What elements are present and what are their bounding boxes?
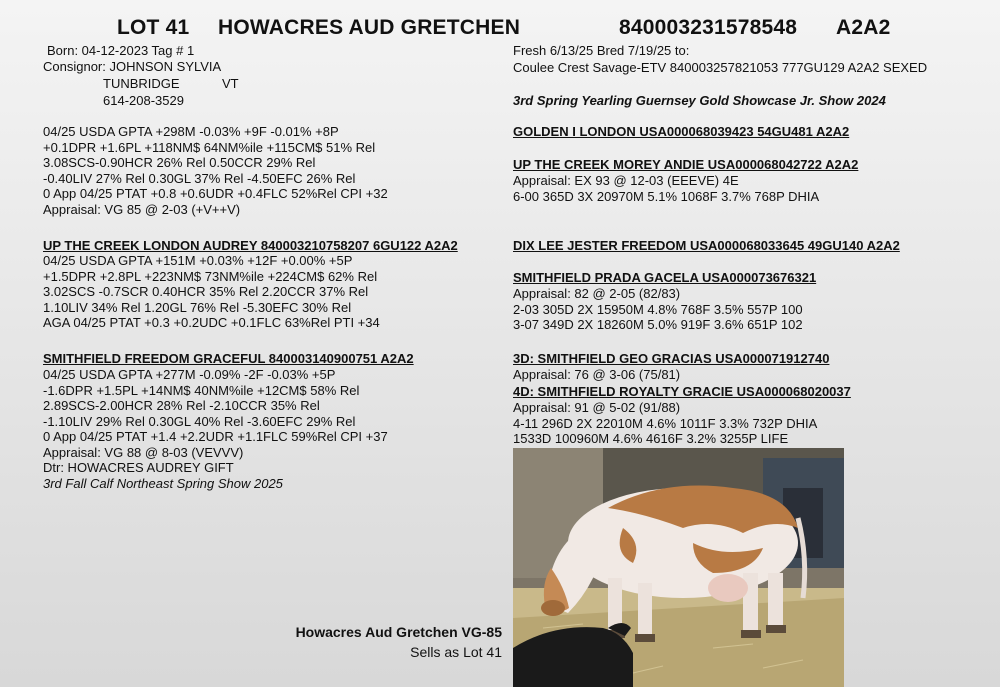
fresh-bred-line: Fresh 6/13/25 Bred 7/19/25 to: bbox=[513, 43, 690, 58]
bred-to-sire: Coulee Crest Savage-ETV 840003257821053 777GU129 A2A2 SEXED bbox=[513, 60, 928, 75]
mggd-header: SMITHFIELD PRADA GACELA USA000073676321 bbox=[513, 270, 817, 285]
mggs-header: DIX LEE JESTER FREEDOM USA000068033645 49GU140 A2A2 bbox=[513, 238, 900, 253]
third-dam-header: 3D: SMITHFIELD GEO GRACIAS USA000071912740 bbox=[513, 351, 830, 366]
granddam-show: 3rd Fall Calf Northeast Spring Show 2025 bbox=[43, 475, 283, 491]
stat-line: -0.40LIV 27% Rel 0.30GL 37% Rel -4.50EFC 26% Rel bbox=[43, 170, 356, 186]
stat-line: 1.10LIV 34% Rel 1.20GL 76% Rel -5.30EFC 30% Rel bbox=[43, 299, 352, 315]
stat-line: 0 App 04/25 PTAT +0.8 +0.6UDR +0.4FLC 52%Rel CPI +32 bbox=[43, 186, 388, 201]
stat-line: 1533D 100960M 4.6% 4616F 3.2% 3255P LIFE bbox=[513, 431, 789, 446]
stat-line: 04/25 USDA GPTA +151M +0.03% +12F +0.00% +5P bbox=[43, 253, 353, 268]
stat-line: Appraisal: 82 @ 2-05 (82/83) bbox=[513, 286, 681, 301]
genomic-stats bbox=[43, 124, 388, 217]
stat-line: 6-00 365D 3X 20970M 5.1% 1068F 3.7% 768P DHIA bbox=[513, 188, 820, 204]
fourth-dam-stats bbox=[513, 400, 817, 447]
consignor-state: VT bbox=[222, 76, 239, 91]
stat-line: 2.89SCS-2.00HCR 28% Rel -2.10CCR 35% Rel bbox=[43, 398, 320, 413]
consignor-town: TUNBRIDGE bbox=[103, 76, 180, 91]
photo-caption-sells: Sells as Lot 41 bbox=[410, 644, 502, 660]
dam-stats bbox=[43, 253, 380, 331]
stat-line: 4-11 296D 2X 22010M 4.6% 1011F 3.3% 732P DHIA bbox=[513, 415, 818, 431]
a2-status: A2A2 bbox=[836, 16, 891, 39]
stat-line: Appraisal: EX 93 @ 12-03 (EEEVE) 4E bbox=[513, 173, 739, 188]
cow-photo bbox=[513, 448, 844, 687]
consignor-phone: 614-208-3529 bbox=[103, 93, 184, 108]
stat-line: 04/25 USDA GPTA +298M -0.03% +9F -0.01% +8P bbox=[43, 124, 339, 139]
fourth-dam-header: 4D: SMITHFIELD ROYALTY GRACIE USA000068020037 bbox=[513, 384, 851, 399]
stat-line: 3.08SCS-0.90HCR 26% Rel 0.50CCR 29% Rel bbox=[43, 155, 316, 170]
stat-line: Dtr: HOWACRES AUDREY GIFT bbox=[43, 460, 234, 475]
lot-number: LOT 41 bbox=[117, 16, 190, 39]
stat-line: Appraisal: 76 @ 3-06 (75/81) bbox=[513, 367, 681, 382]
dam-header: UP THE CREEK LONDON AUDREY 840003210758207 6GU122 A2A2 bbox=[43, 238, 458, 253]
stat-line: Appraisal: 91 @ 5-02 (91/88) bbox=[513, 400, 681, 415]
granddam-stats bbox=[43, 367, 388, 491]
stat-line: -1.6DPR +1.5PL +14NM$ 40NM%ile +12CM$ 58% Rel bbox=[43, 382, 360, 398]
stat-line: 04/25 USDA GPTA +277M -0.09% -2F -0.03% +5P bbox=[43, 367, 336, 382]
stat-line: 3-07 349D 2X 18260M 5.0% 919F 3.6% 651P 102 bbox=[513, 317, 803, 332]
stat-line: +1.5DPR +2.8PL +223NM$ 73NM%ile +224CM$ 62% Rel bbox=[43, 268, 378, 284]
born-line: Born: 04-12-2023 Tag # 1 bbox=[47, 43, 195, 58]
stat-line: Appraisal: VG 88 @ 8-03 (VEVVV) bbox=[43, 444, 244, 460]
animal-id: 840003231578548 bbox=[619, 16, 798, 39]
stat-line: +0.1DPR +1.6PL +118NM$ 64NM%ile +115CM$ 51% Rel bbox=[43, 139, 376, 155]
stat-line: 2-03 305D 2X 15950M 4.8% 768F 3.5% 557P 100 bbox=[513, 301, 803, 317]
granddam-header: SMITHFIELD FREEDOM GRACEFUL 840003140900751 A2A2 bbox=[43, 351, 414, 366]
stat-line: 3.02SCS -0.7SCR 0.40HCR 35% Rel 2.20CCR 37% Rel bbox=[43, 284, 369, 299]
mgs-stats bbox=[513, 173, 819, 204]
stat-line: Appraisal: VG 85 @ 2-03 (+V++V) bbox=[43, 201, 241, 217]
sire-header: GOLDEN I LONDON USA000068039423 54GU481 A2A2 bbox=[513, 124, 850, 139]
stat-line: AGA 04/25 PTAT +0.3 +0.2UDC +0.1FLC 63%Rel PTI +34 bbox=[43, 315, 380, 330]
stat-line: 0 App 04/25 PTAT +1.4 +2.2UDR +1.1FLC 59%Rel CPI +37 bbox=[43, 429, 388, 444]
mgs-header: UP THE CREEK MOREY ANDIE USA000068042722 A2A2 bbox=[513, 157, 859, 172]
photo-caption-name: Howacres Aud Gretchen VG-85 bbox=[295, 624, 502, 640]
show-result: 3rd Spring Yearling Guernsey Gold Showcase Jr. Show 2024 bbox=[513, 93, 886, 108]
mggd-stats bbox=[513, 286, 803, 333]
stat-line: -1.10LIV 29% Rel 0.30GL 40% Rel -3.60EFC 29% Rel bbox=[43, 413, 356, 429]
third-dam-stats bbox=[513, 367, 680, 383]
consignor-line: Consignor: JOHNSON SYLVIA bbox=[43, 59, 222, 74]
animal-name: HOWACRES AUD GRETCHEN bbox=[218, 16, 521, 39]
